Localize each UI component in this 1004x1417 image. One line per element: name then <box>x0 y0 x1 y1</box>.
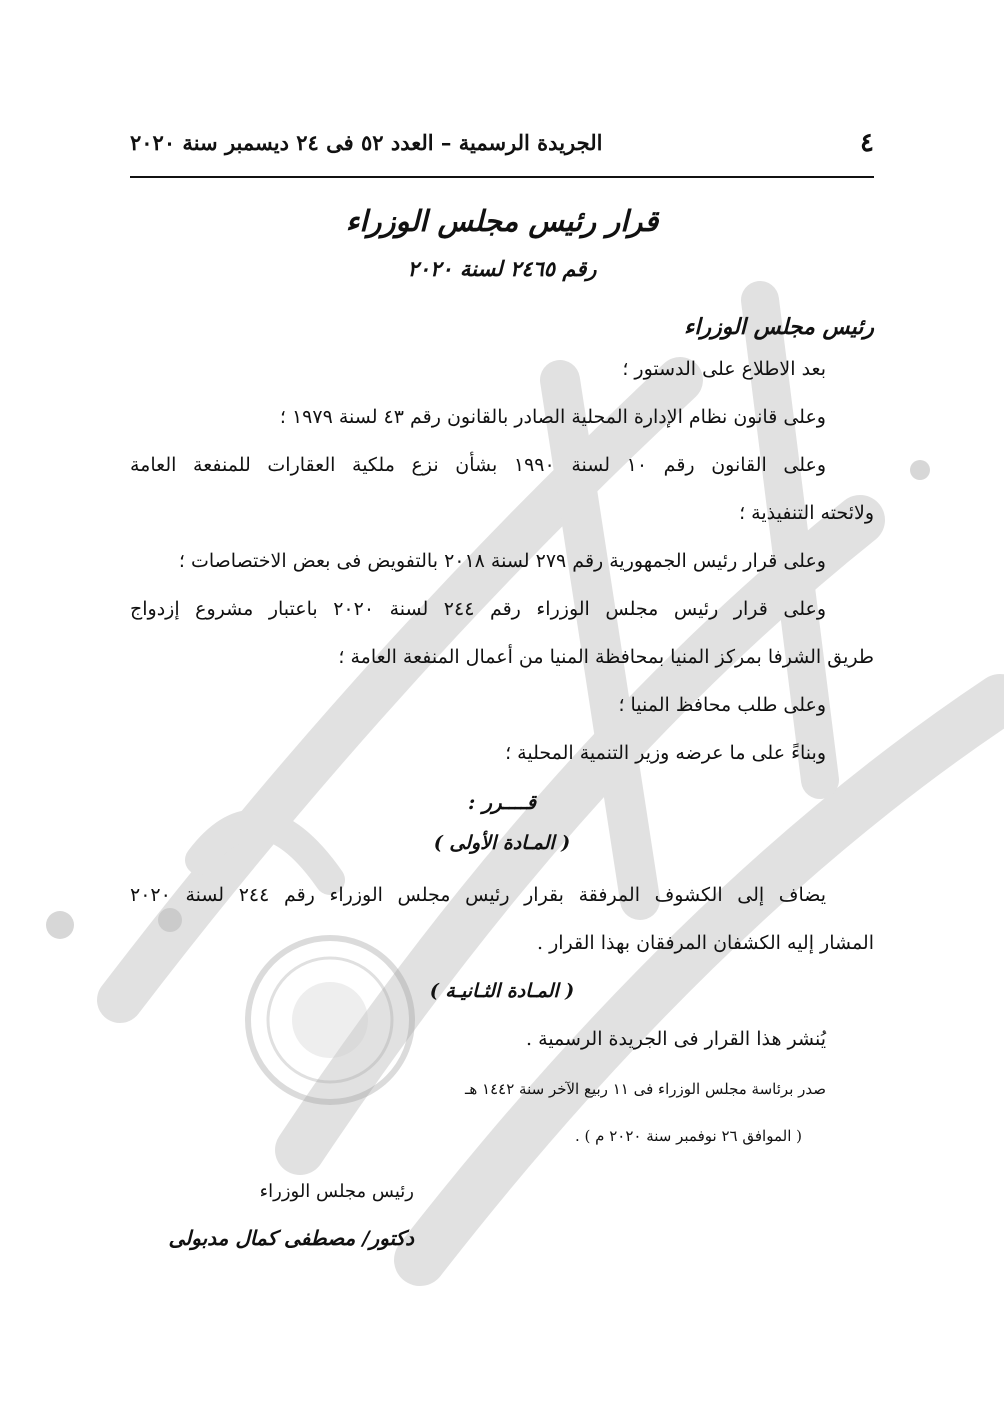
preamble-line: وعلى قرار رئيس الجمهورية رقم ٢٧٩ لسنة ٢٠١٨ بالتفويض فى بعض الاختصاصات ؛ <box>178 550 826 572</box>
decided-heading: قــــرر : <box>467 790 537 814</box>
preamble-line: وعلى القانون رقم ١٠ لسنة ١٩٩٠ بشأن نزع ملكية العقارات للمنفعة العامة <box>130 454 827 476</box>
article-line: يضاف إلى الكشوف المرفقة بقرار رئيس مجلس الوزراء رقم ٢٤٤ لسنة ٢٠٢٠ <box>130 884 826 906</box>
preamble-line: وعلى قرار رئيس مجلس الوزراء رقم ٢٤٤ لسنة ٢٠٢٠ باعتبار مشروع إزدواج <box>130 598 826 620</box>
decree-title: قرار رئيس مجلس الوزراء <box>345 204 659 238</box>
article-heading: ( المـادة الثـانيـة ) <box>429 980 575 1002</box>
preamble-line: وعلى طلب محافظ المنيا ؛ <box>618 694 826 716</box>
page-header <box>130 126 874 162</box>
decree-number: رقم ٢٤٦٥ لسنة ٢٠٢٠ <box>407 256 597 281</box>
header-rule <box>130 176 874 178</box>
seal-emblem <box>248 938 412 1102</box>
article-line: المشار إليه الكشفان المرفقان بهذا القرار . <box>537 932 874 954</box>
preamble-line: طريق الشرفا بمركز المنيا بمحافظة المنيا من أعمال المنفعة العامة ؛ <box>338 646 874 668</box>
issued-line: صدر برئاسة مجلس الوزراء فى ١١ ربيع الآخر سنة ١٤٤٢ هـ <box>464 1080 826 1098</box>
running-title: الجريدة الرسمية – العدد ٥٢ فى ٢٤ ديسمبر سنة ٢٠٢٠ <box>130 130 603 155</box>
issuer-heading: رئيس مجلس الوزراء <box>684 314 874 340</box>
issued-date-line: ( الموافق ٢٦ نوفمبر سنة ٢٠٢٠ م ) . <box>575 1127 802 1145</box>
signature-name: دكتور/ مصطفى كمال مدبولى <box>168 1226 414 1250</box>
signature-title: رئيس مجلس الوزراء <box>259 1181 414 1202</box>
preamble-line: وعلى قانون نظام الإدارة المحلية الصادر بالقانون رقم ٤٣ لسنة ١٩٧٩ ؛ <box>279 406 826 428</box>
preamble-line: وبناءً على ما عرضه وزير التنمية المحلية ؛ <box>505 742 826 764</box>
preamble-line: ولائحته التنفيذية ؛ <box>739 502 874 524</box>
article-heading: ( المـادة الأولى ) <box>433 832 571 854</box>
preamble-line: بعد الاطلاع على الدستور ؛ <box>622 358 826 380</box>
page-number: ٤ <box>860 128 874 158</box>
article-line: يُنشر هذا القرار فى الجريدة الرسمية . <box>526 1028 826 1050</box>
